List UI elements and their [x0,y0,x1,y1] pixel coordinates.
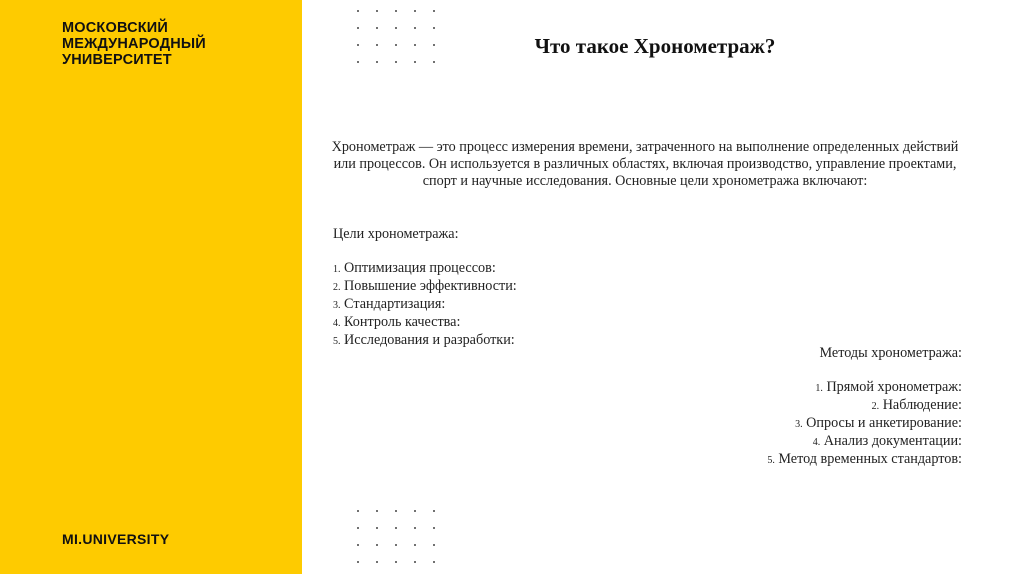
decorative-dot [414,27,416,29]
decorative-dot [414,10,416,12]
list-item-number: 5. [333,336,341,347]
list-item-number: 1. [815,383,823,394]
decorative-dot [395,510,397,512]
decorative-dot [357,44,359,46]
list-item-text: Прямой хронометраж: [822,379,962,395]
list-item [560,397,962,415]
decorative-dot [414,544,416,546]
decorative-dot [433,527,435,529]
methods-heading: Методы хронометража: [819,345,962,361]
list-item-text: Наблюдение: [879,397,962,413]
decorative-dot [376,527,378,529]
decorative-dot [433,544,435,546]
list-item-number: 2. [871,401,880,412]
decorative-dot [395,561,397,563]
list-item-number: 4. [333,318,341,329]
decorative-dot [376,10,378,12]
list-item-text: Анализ документации: [820,433,962,449]
decorative-dot [376,510,378,512]
list-item-text: Контроль качества: [340,314,461,330]
university-name-line: МОСКОВСКИЙ [62,20,169,36]
list-item-text: Повышение эффективности: [340,278,517,294]
decorative-dot [414,510,416,512]
university-name-line: МЕЖДУНАРОДНЫЙ [62,36,206,52]
list-item-text: Оптимизация процессов: [340,260,496,276]
decorative-dot [395,61,397,63]
list-item-text: Исследования и разработки: [340,332,515,348]
list-item-text: Стандартизация: [340,296,446,312]
decorative-dot [395,27,397,29]
decorative-dot [414,61,416,63]
decorative-dot [357,544,359,546]
decorative-dot [395,10,397,12]
list-item [560,433,962,451]
decorative-dot [376,61,378,63]
decorative-dot [395,544,397,546]
decorative-dot-grid-bottom [357,510,452,578]
decorative-dot [433,561,435,563]
list-item-number: 5. [767,455,775,466]
list-item-number: 3. [333,300,341,311]
decorative-dot [357,561,359,563]
university-logo: MI.UNIVERSITY [62,531,170,547]
decorative-dot [395,44,397,46]
goals-list [333,226,733,350]
university-name [62,20,282,68]
list-item [333,260,733,278]
decorative-dot [376,27,378,29]
decorative-dot-grid-top [357,10,452,78]
list-item-text: Метод временных стандартов: [774,451,962,467]
decorative-dot [414,561,416,563]
intro-paragraph: Хронометраж — это процесс измерения времени, затраченного на выполнение определенных действий или процессов. Он используется в различных областях, включая производство, управление проектами, спорт и научные исследования. Основные цели хронометража включают: [331,139,959,189]
sidebar [0,0,302,574]
list-item-number: 3. [795,419,803,430]
decorative-dot [433,27,435,29]
slide-title: Что такое Хронометраж? [534,34,776,58]
methods-list [560,345,962,469]
list-item-number: 4. [812,437,821,448]
list-item [333,278,733,296]
decorative-dot [357,527,359,529]
list-item [560,451,962,469]
list-item-number: 1. [333,264,341,275]
goals-heading: Цели хронометража: [333,226,459,242]
decorative-dot [433,61,435,63]
decorative-dot [376,561,378,563]
decorative-dot [414,44,416,46]
decorative-dot [376,544,378,546]
decorative-dot [357,10,359,12]
decorative-dot [357,27,359,29]
list-item [560,415,962,433]
decorative-dot [433,44,435,46]
list-item [333,296,733,314]
decorative-dot [395,527,397,529]
list-item-number: 2. [333,282,341,293]
university-name-line: УНИВЕРСИТЕТ [62,52,172,68]
decorative-dot [414,527,416,529]
decorative-dot [433,510,435,512]
decorative-dot [357,510,359,512]
decorative-dot [357,61,359,63]
list-item-text: Опросы и анкетирование: [802,415,962,431]
list-item [560,379,962,397]
list-item [333,314,733,332]
decorative-dot [376,44,378,46]
decorative-dot [433,10,435,12]
